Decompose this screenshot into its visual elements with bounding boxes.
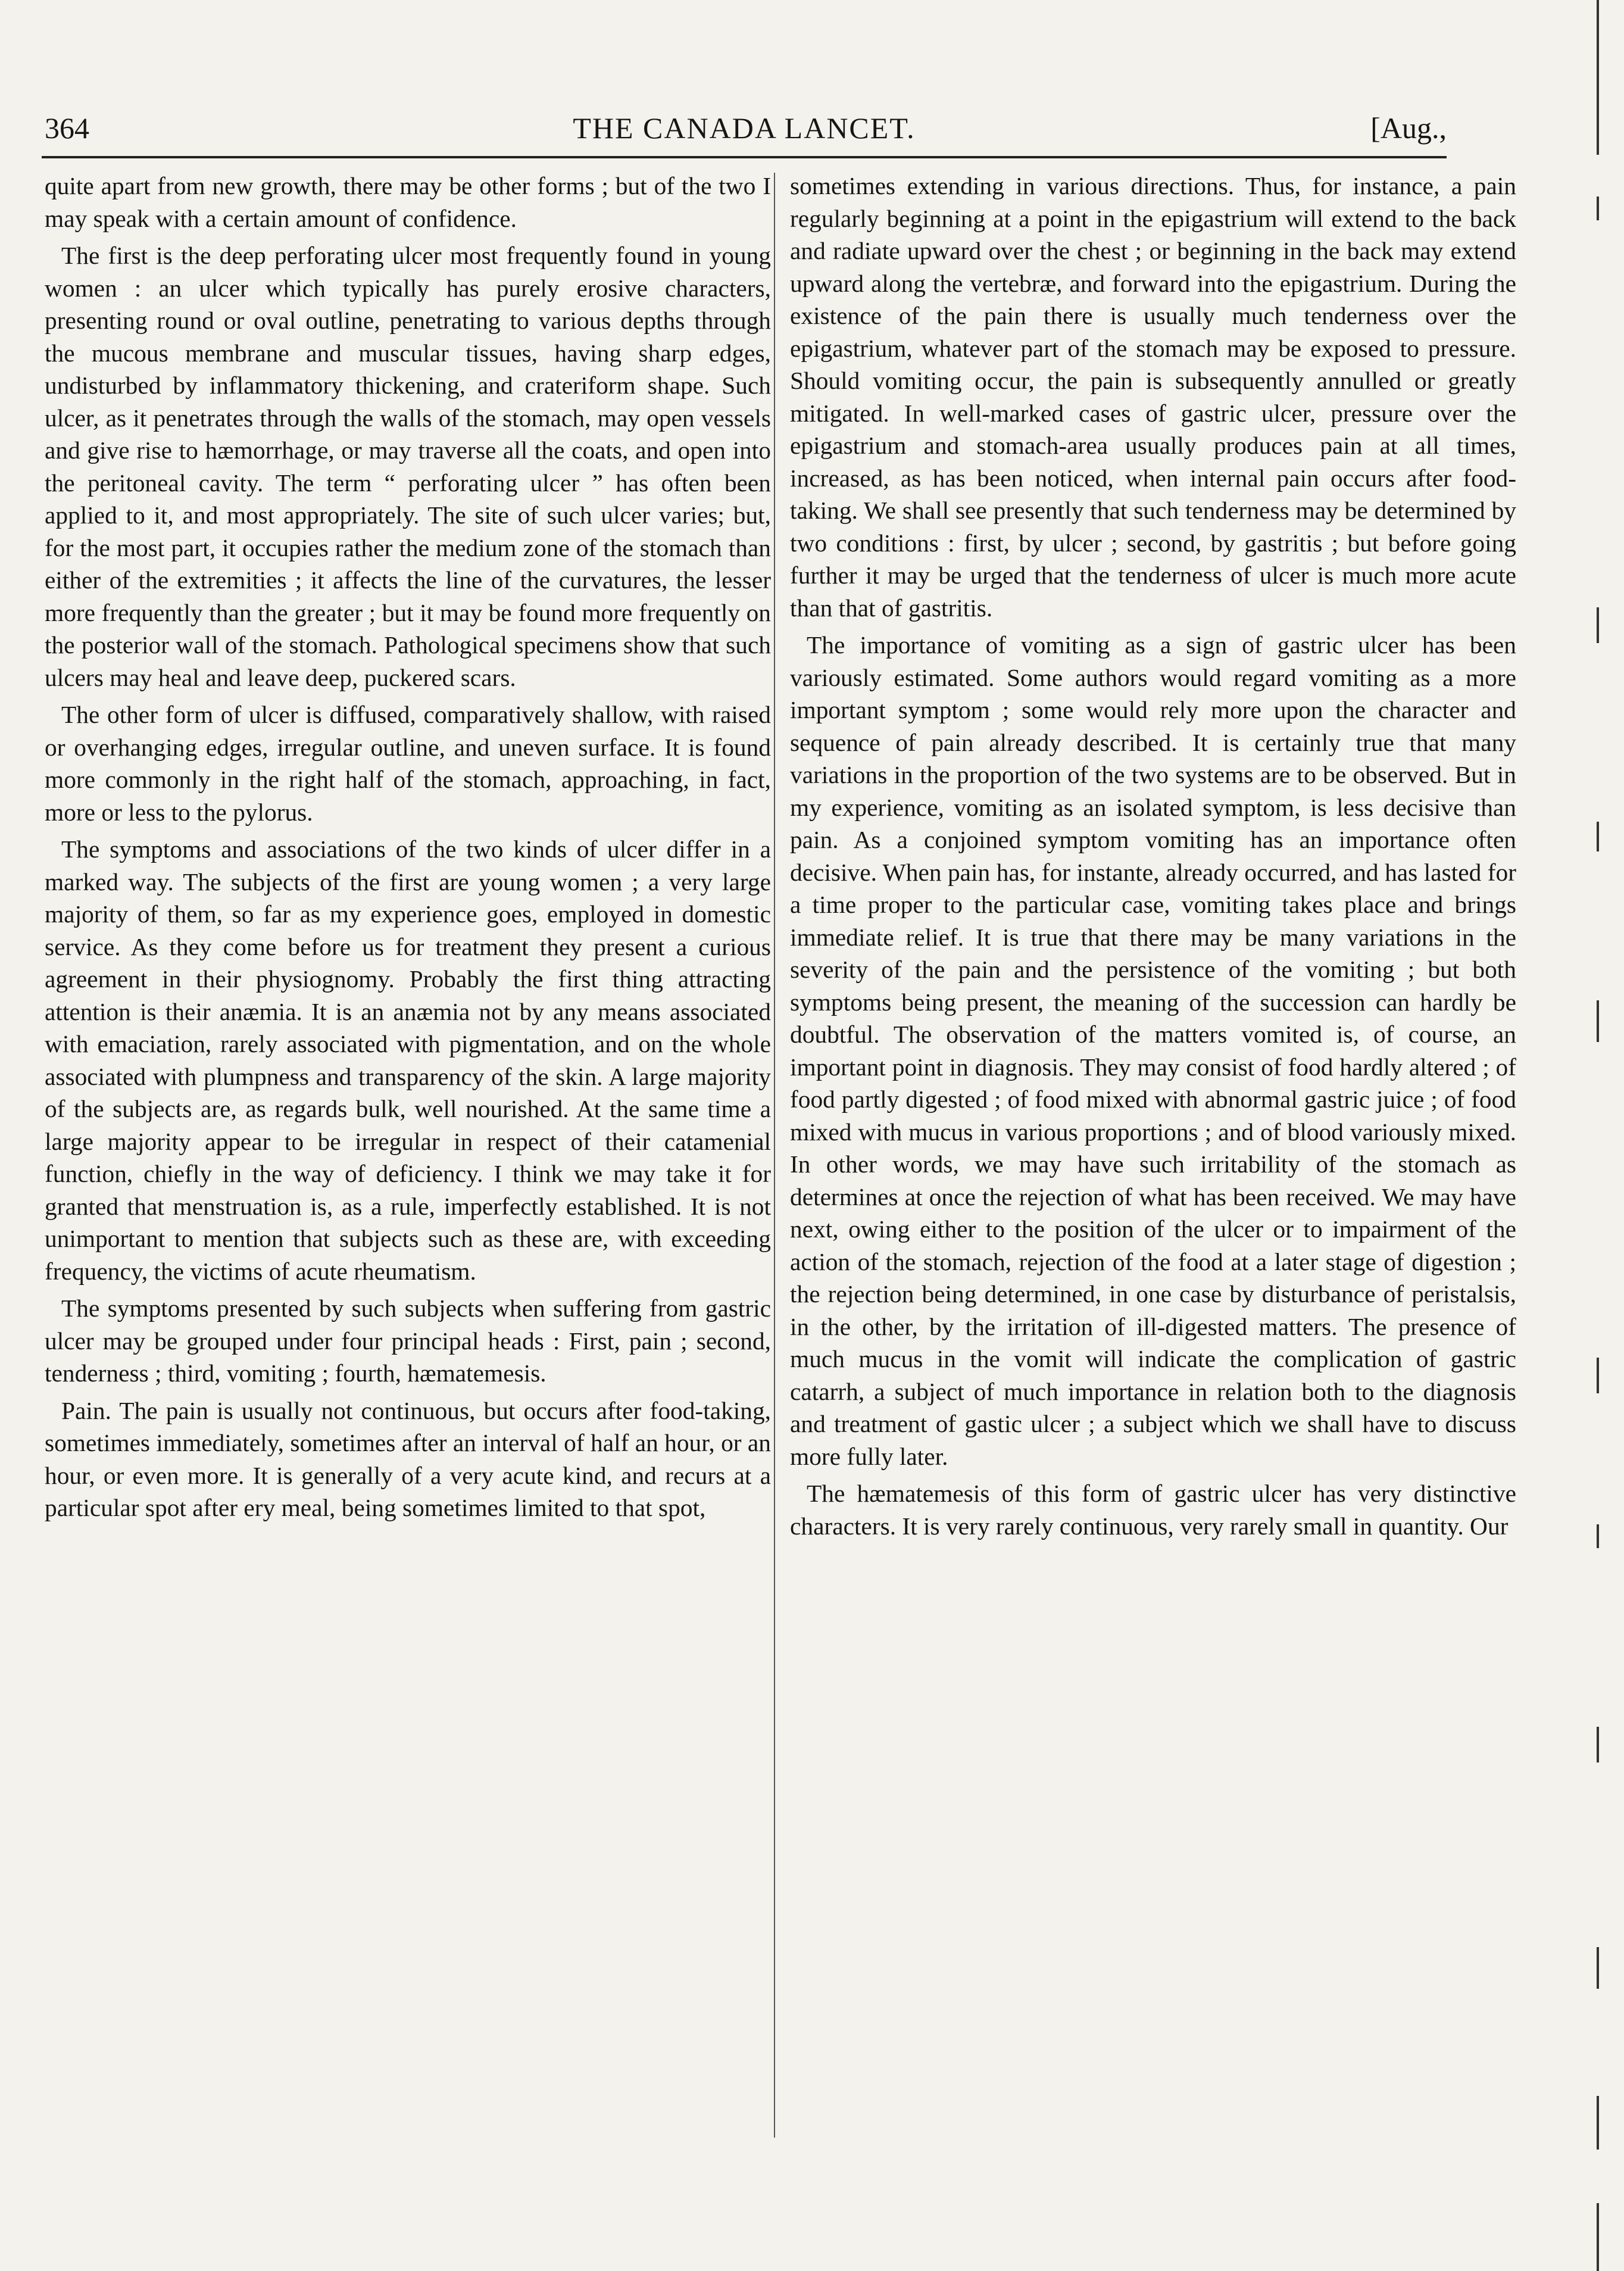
header-rule	[42, 156, 1447, 158]
paragraph: The first is the deep perforating ulcer most frequently found in young women : an ulcer which typically has purely erosive characters, presenting round or oval outline, penetrating to various depths through the mucous membrane and muscular tissues, having sharp edges, undisturbed by inflammatory thickening, and crateriform shape. Such ulcer, as it penetrates through the walls of the stomach, may open vessels and give rise to hæmorrhage, or may traverse all the coats, and open into the peritoneal cavity. The term “ perforating ulcer ” has often been applied to it, and most appropriately. The site of such ulcer varies; but, for the most part, it occupies rather the medium zone of the stomach than either of the extremities ; it affects the line of the curvatures, the lesser more frequently than the greater ; but it may be found more frequently on the posterior wall of the stomach. Pathological specimens show that such ulcers may heal and leave deep, puckered scars.	[45, 242, 771, 691]
issue-date: [Aug.,	[1370, 111, 1447, 145]
paragraph: sometimes extending in various directions. Thus, for instance, a pain regularly beginning at a point in the epigastrium will extend to the back and radiate upward over the chest ; or beginning in the back may extend upward along the vertebræ, and forward into the epigastrium. During the existence of the pain there is usually much tenderness over the epigastrium, whatever part of the stomach may be exposed to pressure. Should vomiting occur, the pain is subsequently annulled or greatly mitigated. In well-marked cases of gastric ulcer, pressure over the epigastrium and stomach-area usually produces pain at all times, increased, as has been noticed, when internal pain occurs after food-taking. We shall see presently that such tenderness may be determined by two conditions : first, by ulcer ; second, by gastritis ; but before going further it may be urged that the tenderness of ulcer is much more acute than that of gastritis.	[790, 172, 1516, 622]
paragraph: The other form of ulcer is diffused, comparatively shallow, with raised or overhanging edges, irregular outline, and uneven surface. It is found more commonly in the right half of the stomach, approaching, in fact, more or less to the pylorus.	[45, 701, 771, 826]
page-edge-marks	[1597, 0, 1600, 2271]
journal-title: THE CANADA LANCET.	[573, 111, 916, 145]
right-column	[790, 170, 1516, 2164]
running-header	[42, 104, 1447, 152]
paragraph: The symptoms presented by such subjects when suffering from gastric ulcer may be grouped under four principal heads : First, pain ; second, tenderness ; third, vomiting ; fourth, hæmatemesis.	[45, 1294, 771, 1387]
paragraph: Pain. The pain is usually not continuous, but occurs after food-taking, sometimes immediately, sometimes after an interval of half an hour, or an hour, or even more. It is generally of a very acute kind, and recurs at a particular spot after ery meal, being sometimes limited to that spot,	[45, 1396, 771, 1521]
left-column	[45, 170, 771, 2164]
column-divider	[774, 173, 775, 2138]
paragraph: The importance of vomiting as a sign of gastric ulcer has been variously estimated. Some authors would regard vomiting as a more important symptom ; some would rely more upon the character and sequence of pain already described. It is certainly true that many variations in the proportion of the two systems are to be observed. But in my experience, vomiting as an isolated symptom, is less decisive than pain. As a conjoined symptom vomiting has an importance often decisive. When pain has, for instante, already occurred, and has lasted for a time proper to the particular case, vomiting takes place and brings immediate relief. It is true that there may be many variations in the severity of the pain and the persistence of the vomiting ; but both symptoms being present, the meaning of the succession can hardly be doubtful. The observation of the matters vomited is, of course, an important point in diagnosis. They may consist of food hardly altered ; of food partly digested ; of food mixed with abnormal gastric juice ; of food mixed with mucus in various proportions ; and of blood variously mixed. In other words, we may have such irritability of the stomach as determines at once the rejection of what has been received. We may have next, owing either to the position of the ulcer or to impairment of the action of the stomach, rejection of the food at a later stage of digestion ; the rejection being determined, in one case by disturbance of peristalsis, in the other, by the irritation of ill-digested matters. The presence of much mucus in the vomit will indicate the complication of gastric catarrh, a subject of much importance in relation both to the diagnosis and treatment of gastic ulcer ; a subject which we shall have to discuss more fully later.	[790, 631, 1516, 1470]
paragraph: The symptoms and associations of the two kinds of ulcer differ in a marked way. The subjects of the first are young women ; a very large majority of them, so far as my experience goes, employed in domestic service. As they come before us for treatment they present a curious agreement in their physiognomy. Probably the first thing attracting attention is their anæmia. It is an anæmia not by any means associated with emaciation, rarely associated with pigmentation, and on the whole associated with plumpness and transparency of the skin. A large majority of the subjects are, as regards bulk, well nourished. At the same time a large majority appear to be irregular in respect of their catamenial function, chiefly in the way of deficiency. I think we may take it for granted that menstruation is, as a rule, imperfectly established. It is not unimportant to mention that subjects such as these are, with exceeding frequency, the victims of acute rheumatism.	[45, 835, 771, 1285]
page-number: 364	[45, 111, 89, 145]
paragraph: quite apart from new growth, there may be other forms ; but of the two I may speak with a certain amount of confidence.	[45, 172, 771, 232]
paragraph: The hæmatemesis of this form of gastric ulcer has very distinctive characters. It is very rarely continuous, very rarely small in quantity. Our	[790, 1480, 1516, 1540]
